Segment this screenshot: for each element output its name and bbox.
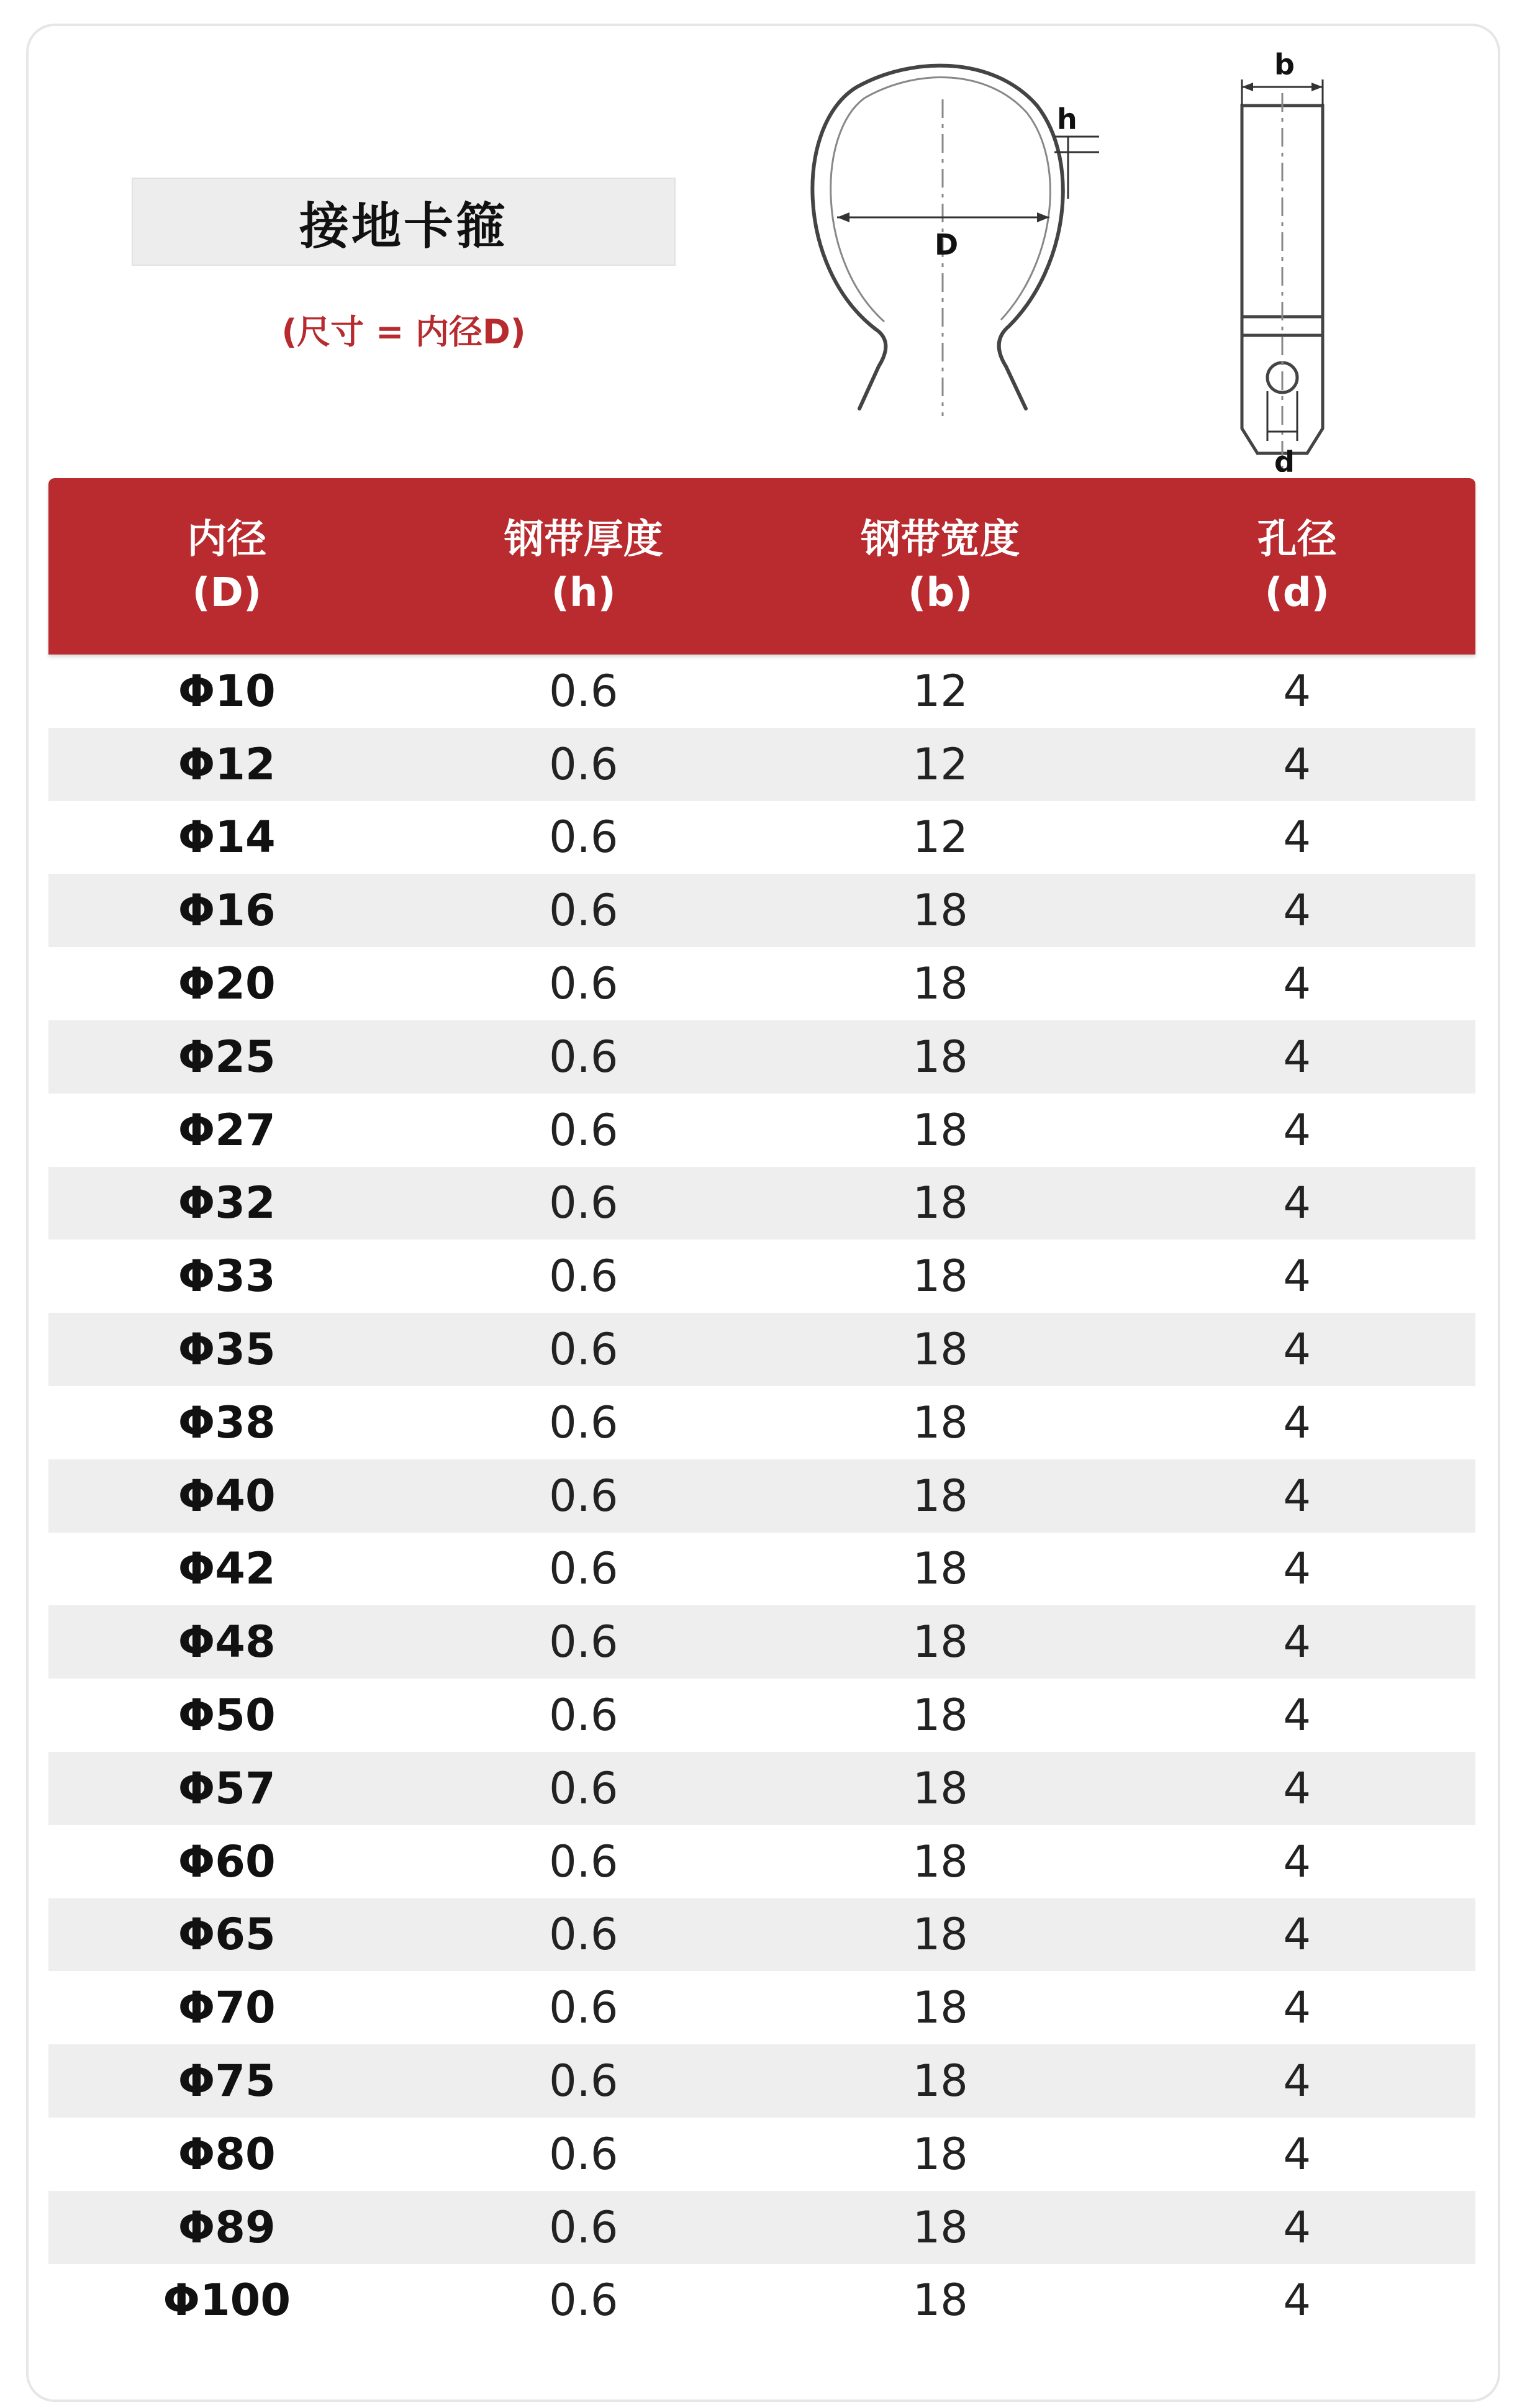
cell-inner-diameter: Φ20 — [178, 958, 276, 1010]
cell-hole-diameter: 4 — [1283, 2201, 1311, 2253]
cell-band-width: 18 — [912, 1324, 968, 1375]
cell-band-width: 18 — [912, 1690, 968, 1741]
cell-inner-diameter: Φ10 — [178, 665, 276, 717]
table-row — [48, 2118, 1475, 2191]
table-row — [48, 1020, 1475, 1094]
cell-band-width: 18 — [912, 885, 968, 936]
cell-band-width: 18 — [912, 1616, 968, 1668]
header-band-thickness: 钢带厚度 (h) — [504, 517, 663, 616]
cell-band-width: 18 — [912, 1470, 968, 1521]
table-row — [48, 2044, 1475, 2118]
table-row — [48, 655, 1475, 728]
clamp-ring — [812, 66, 1062, 329]
cell-band-thickness: 0.6 — [549, 2275, 618, 2326]
cell-band-width: 18 — [912, 2275, 968, 2326]
cell-hole-diameter: 4 — [1283, 665, 1311, 717]
cell-band-thickness: 0.6 — [549, 1470, 618, 1521]
cell-inner-diameter: Φ65 — [178, 1909, 276, 1960]
cell-band-width: 18 — [912, 1762, 968, 1814]
cell-band-thickness: 0.6 — [549, 812, 618, 863]
cell-inner-diameter: Φ25 — [178, 1031, 276, 1082]
table-row — [48, 947, 1475, 1020]
product-title: 接地卡箍 — [132, 178, 676, 266]
cell-band-width: 18 — [912, 2201, 968, 2253]
label-d: d — [1274, 445, 1295, 472]
cell-hole-diameter: 4 — [1283, 1031, 1311, 1082]
label-b: b — [1274, 48, 1295, 81]
cell-hole-diameter: 4 — [1283, 812, 1311, 863]
cell-hole-diameter: 4 — [1283, 1909, 1311, 1960]
table-row — [48, 1533, 1475, 1606]
cell-inner-diameter: Φ89 — [178, 2201, 276, 2253]
cell-inner-diameter: Φ57 — [178, 1762, 276, 1814]
cell-inner-diameter: Φ70 — [178, 1982, 276, 2034]
cell-band-width: 18 — [912, 1836, 968, 1887]
cell-inner-diameter: Φ12 — [178, 738, 276, 790]
cell-hole-diameter: 4 — [1283, 2055, 1311, 2107]
cell-hole-diameter: 4 — [1283, 885, 1311, 936]
cell-inner-diameter: Φ42 — [178, 1543, 276, 1595]
table-row — [48, 1971, 1475, 2044]
label-h: h — [1057, 102, 1077, 136]
table-row — [48, 1167, 1475, 1240]
cell-band-width: 12 — [912, 665, 968, 717]
cell-band-thickness: 0.6 — [549, 2201, 618, 2253]
header-band-width: 钢带宽度 (b) — [861, 517, 1020, 616]
cell-hole-diameter: 4 — [1283, 1762, 1311, 1814]
cell-inner-diameter: Φ33 — [178, 1251, 276, 1302]
cell-band-thickness: 0.6 — [549, 665, 618, 717]
cell-band-width: 12 — [912, 738, 968, 790]
cell-hole-diameter: 4 — [1283, 1982, 1311, 2034]
cell-hole-diameter: 4 — [1283, 2128, 1311, 2180]
cell-band-thickness: 0.6 — [549, 1104, 618, 1156]
cell-band-width: 18 — [912, 2055, 968, 2107]
cell-inner-diameter: Φ50 — [178, 1690, 276, 1741]
cell-inner-diameter: Φ16 — [178, 885, 276, 936]
size-note: (尺寸 = 内径D) — [281, 312, 526, 351]
cell-band-width: 18 — [912, 1177, 968, 1229]
cell-band-thickness: 0.6 — [549, 1762, 618, 1814]
cell-inner-diameter: Φ32 — [178, 1177, 276, 1229]
cell-band-thickness: 0.6 — [549, 1177, 618, 1229]
cell-inner-diameter: Φ100 — [163, 2275, 291, 2326]
cell-band-width: 18 — [912, 958, 968, 1010]
cell-hole-diameter: 4 — [1283, 1690, 1311, 1741]
cell-band-width: 18 — [912, 1543, 968, 1595]
table-row — [48, 801, 1475, 874]
cell-band-thickness: 0.6 — [549, 2055, 618, 2107]
table-header — [48, 478, 1475, 655]
cell-band-thickness: 0.6 — [549, 2128, 618, 2180]
label-D: D — [935, 228, 959, 261]
cell-inner-diameter: Φ60 — [178, 1836, 276, 1887]
table-row — [48, 874, 1475, 947]
cell-band-thickness: 0.6 — [549, 1031, 618, 1082]
table-row — [48, 728, 1475, 801]
cell-hole-diameter: 4 — [1283, 1251, 1311, 1302]
cell-band-thickness: 0.6 — [549, 885, 618, 936]
table-row — [48, 2264, 1475, 2337]
table-row — [48, 1459, 1475, 1533]
cell-inner-diameter: Φ14 — [178, 812, 276, 863]
clamp-diagram — [807, 43, 1379, 472]
cell-inner-diameter: Φ75 — [178, 2055, 276, 2107]
cell-hole-diameter: 4 — [1283, 2275, 1311, 2326]
cell-band-thickness: 0.6 — [549, 1397, 618, 1448]
cell-band-width: 18 — [912, 1909, 968, 1960]
cell-inner-diameter: Φ48 — [178, 1616, 276, 1668]
cell-band-width: 18 — [912, 2128, 968, 2180]
table-row — [48, 1240, 1475, 1313]
cell-hole-diameter: 4 — [1283, 1470, 1311, 1521]
cell-band-width: 18 — [912, 1397, 968, 1448]
cell-band-width: 18 — [912, 1031, 968, 1082]
cell-band-thickness: 0.6 — [549, 738, 618, 790]
table-row — [48, 1679, 1475, 1752]
cell-hole-diameter: 4 — [1283, 1836, 1311, 1887]
cell-band-thickness: 0.6 — [549, 958, 618, 1010]
cell-inner-diameter: Φ38 — [178, 1397, 276, 1448]
cell-band-thickness: 0.6 — [549, 1982, 618, 2034]
table-row — [48, 2191, 1475, 2264]
cell-inner-diameter: Φ27 — [178, 1104, 276, 1156]
table-row — [48, 1752, 1475, 1825]
table-row — [48, 1605, 1475, 1679]
table-row — [48, 1386, 1475, 1459]
cell-hole-diameter: 4 — [1283, 1543, 1311, 1595]
table-row — [48, 1313, 1475, 1386]
cell-band-width: 18 — [912, 1104, 968, 1156]
cell-band-width: 18 — [912, 1251, 968, 1302]
table-row — [48, 1898, 1475, 1972]
cell-inner-diameter: Φ40 — [178, 1470, 276, 1521]
cell-hole-diameter: 4 — [1283, 1177, 1311, 1229]
cell-band-thickness: 0.6 — [549, 1616, 618, 1668]
cell-hole-diameter: 4 — [1283, 958, 1311, 1010]
table-body — [48, 655, 1475, 2337]
table-row — [48, 1825, 1475, 1898]
cell-hole-diameter: 4 — [1283, 1324, 1311, 1375]
cell-band-thickness: 0.6 — [549, 1543, 618, 1595]
header-inner-diameter: 内径 (D) — [187, 517, 267, 616]
cell-band-thickness: 0.6 — [549, 1909, 618, 1960]
spec-table — [48, 478, 1475, 2337]
cell-band-thickness: 0.6 — [549, 1690, 618, 1741]
cell-band-thickness: 0.6 — [549, 1836, 618, 1887]
cell-inner-diameter: Φ35 — [178, 1324, 276, 1375]
cell-band-width: 18 — [912, 1982, 968, 2034]
cell-inner-diameter: Φ80 — [178, 2128, 276, 2180]
table-row — [48, 1094, 1475, 1167]
cell-hole-diameter: 4 — [1283, 1616, 1311, 1668]
cell-hole-diameter: 4 — [1283, 1104, 1311, 1156]
cell-hole-diameter: 4 — [1283, 738, 1311, 790]
cell-band-thickness: 0.6 — [549, 1251, 618, 1302]
header-hole-diameter: 孔径 (d) — [1257, 517, 1337, 616]
cell-band-width: 12 — [912, 812, 968, 863]
cell-band-thickness: 0.6 — [549, 1324, 618, 1375]
cell-hole-diameter: 4 — [1283, 1397, 1311, 1448]
